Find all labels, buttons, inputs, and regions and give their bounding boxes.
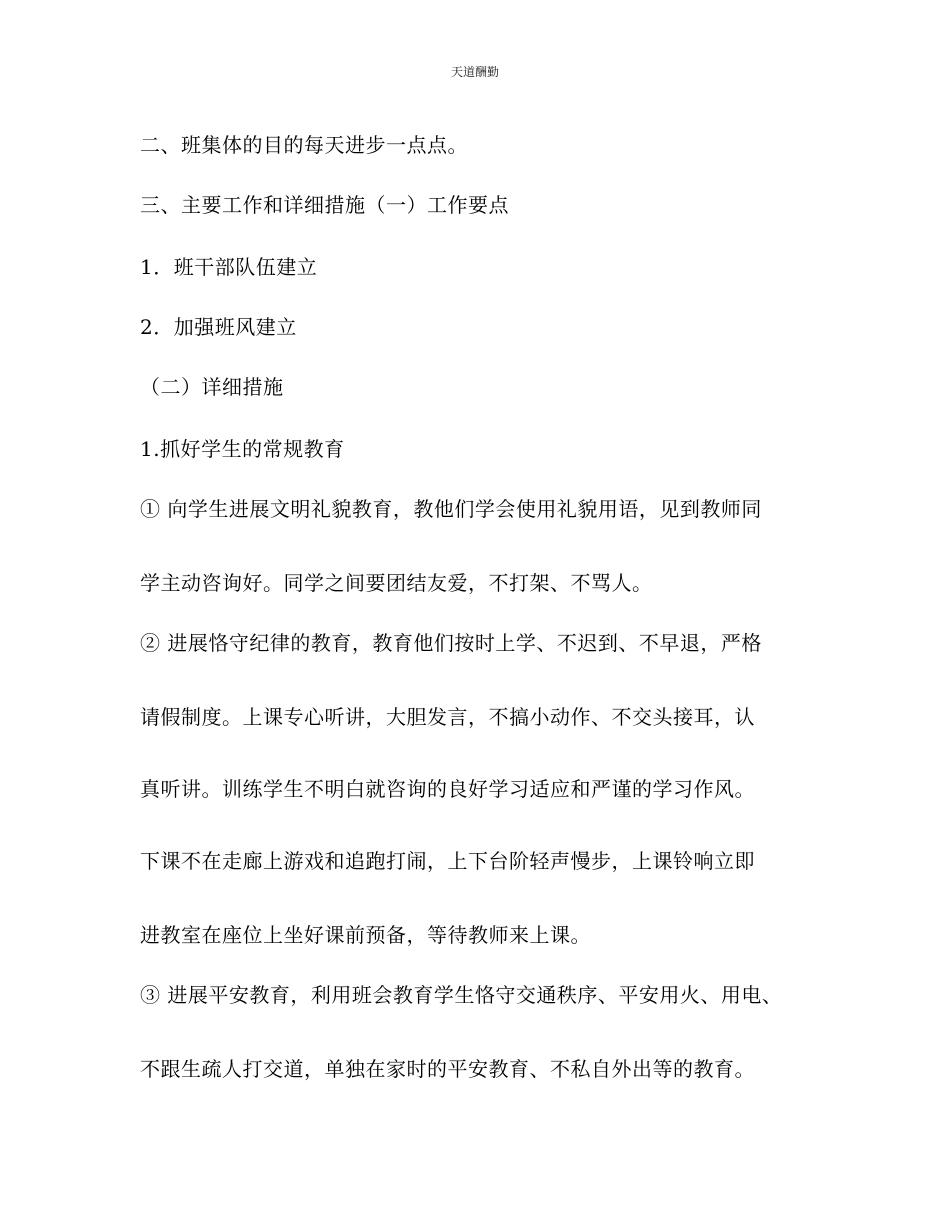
page-header: 天道酬勤 xyxy=(450,65,499,79)
paragraph-line: 学主动咨询好。同学之间要团结友爱，不打架、不骂人。 xyxy=(140,571,653,595)
paragraph-line: 下课不在走廊上游戏和追跑打闹，上下台阶轻声慢步，上课铃响立即 xyxy=(140,849,755,873)
work-point-2: 2．加强班风建立 xyxy=(140,315,297,339)
paragraph-line: ③ 进展平安教育，利用班会教育学生恪守交通秩序、平安用火、用电、 xyxy=(140,983,783,1007)
work-point-1: 1．班干部队伍建立 xyxy=(140,255,318,279)
measure-1-heading: 1.抓好学生的常规教育 xyxy=(140,437,345,461)
section-three-heading: 三、主要工作和详细措施（一）工作要点 xyxy=(140,193,509,217)
paragraph-line: 不跟生疏人打交道，单独在家时的平安教育、不私自外出等的教育。 xyxy=(140,1057,755,1081)
detailed-measures-heading: （二）详细措施 xyxy=(140,375,284,399)
paragraph-line: ① 向学生进展文明礼貌教育，教他们学会使用礼貌用语，见到教师同 xyxy=(140,497,762,521)
paragraph-line: 真听讲。训练学生不明白就咨询的良好学习适应和严谨的学习作风。 xyxy=(140,777,755,801)
paragraph-line: ② 进展恪守纪律的教育，教育他们按时上学、不迟到、不早退，严格 xyxy=(140,631,762,655)
paragraph-line: 请假制度。上课专心听讲，大胆发言，不搞小动作、不交头接耳，认 xyxy=(140,705,755,729)
section-two-heading: 二、班集体的目的每天进步一点点。 xyxy=(140,133,468,157)
paragraph-line: 进教室在座位上坐好课前预备，等待教师来上课。 xyxy=(140,923,591,947)
